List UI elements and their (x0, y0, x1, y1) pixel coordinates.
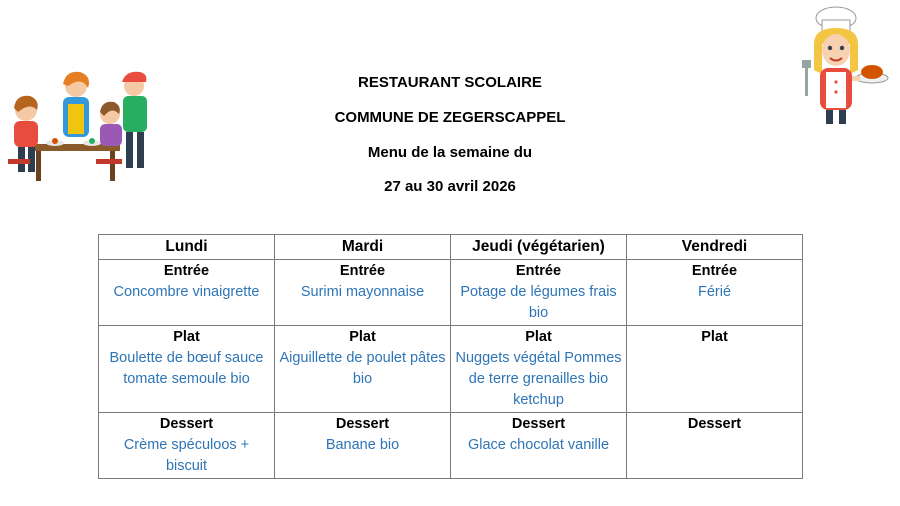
dish-text: Potage de légumes frais bio (460, 284, 617, 321)
table-header-row (99, 235, 803, 260)
menu-cell (99, 326, 275, 413)
table-row (99, 260, 803, 326)
menu-cell (275, 326, 451, 413)
table-row (99, 326, 803, 413)
menu-cell (627, 326, 803, 413)
weekly-menu-table (98, 234, 803, 479)
menu-week-label: Menu de la semaine du (367, 144, 533, 161)
menu-date-range: 27 au 30 avril 2026 (384, 178, 516, 195)
day-header-monday: Lundi (99, 235, 275, 260)
category-label: Dessert (335, 416, 390, 432)
menu-cell (275, 413, 451, 479)
category-label: Plat (173, 329, 200, 345)
dish-text: Glace chocolat vanille (467, 437, 610, 453)
dish-text: Concombre vinaigrette (113, 284, 260, 300)
commune-title: COMMUNE DE ZEGERSCAPPEL (334, 109, 566, 126)
day-header-friday: Vendredi (627, 235, 803, 260)
dish-text: Crème spéculoos + biscuit (123, 437, 250, 474)
menu-cell (451, 260, 627, 326)
category-label: Plat (525, 329, 552, 345)
category-label: Dessert (159, 416, 214, 432)
category-label: Entrée (339, 263, 386, 279)
menu-cell (627, 413, 803, 479)
category-label: Entrée (163, 263, 210, 279)
table-row (99, 413, 803, 479)
day-header-thursday: Jeudi (végétarien) (451, 235, 627, 260)
dish-text: Boulette de bœuf sauce tomate semoule bio (109, 350, 264, 387)
menu-cell (99, 413, 275, 479)
menu-cell (451, 413, 627, 479)
menu-cell (99, 260, 275, 326)
category-label: Plat (349, 329, 376, 345)
dish-text: Surimi mayonnaise (300, 284, 425, 300)
day-header-tuesday: Mardi (275, 235, 451, 260)
category-label: Dessert (511, 416, 566, 432)
dish-text: Aiguillette de poulet pâtes bio (279, 350, 446, 387)
category-label: Plat (701, 329, 728, 345)
restaurant-title: RESTAURANT SCOLAIRE (358, 74, 542, 91)
category-label: Entrée (515, 263, 562, 279)
menu-cell (451, 326, 627, 413)
category-label: Entrée (691, 263, 738, 279)
menu-cell (275, 260, 451, 326)
category-label: Dessert (687, 416, 742, 432)
dish-text: Nuggets végétal Pommes de terre grenailles bio ketchup (455, 350, 622, 408)
dish-text: Férié (697, 284, 732, 300)
menu-cell (627, 260, 803, 326)
dish-text: Banane bio (325, 437, 400, 453)
